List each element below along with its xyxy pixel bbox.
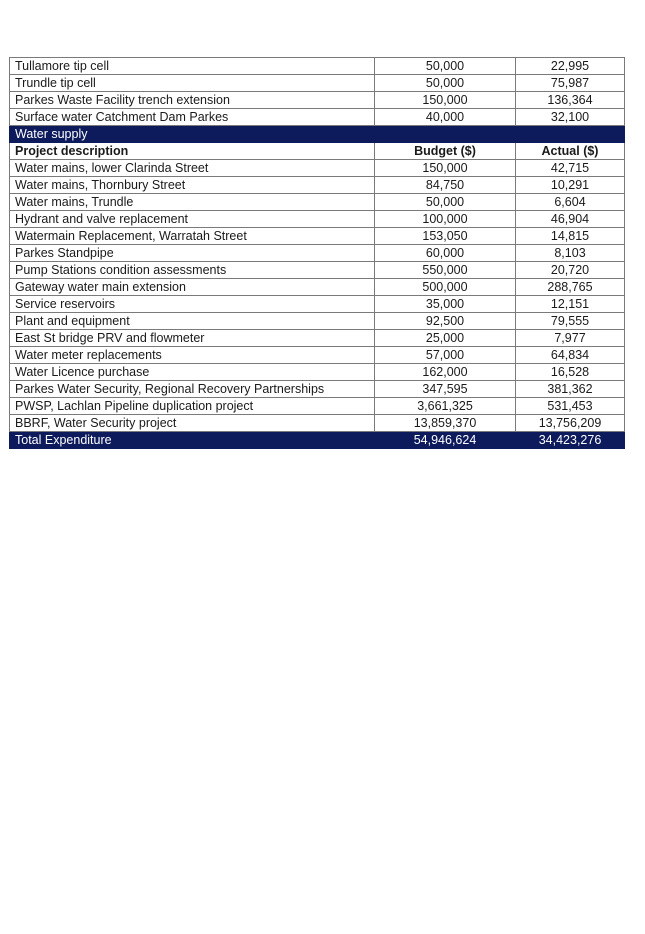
budget-value: 162,000 bbox=[375, 364, 516, 381]
budget-value: 57,000 bbox=[375, 347, 516, 364]
budget-value: 50,000 bbox=[375, 194, 516, 211]
budget-value: 3,661,325 bbox=[375, 398, 516, 415]
actual-value: 42,715 bbox=[516, 160, 625, 177]
column-header-description: Project description bbox=[10, 143, 375, 160]
column-header-actual: Actual ($) bbox=[516, 143, 625, 160]
column-header-row bbox=[10, 143, 625, 160]
actual-value: 10,291 bbox=[516, 177, 625, 194]
project-description: Gateway water main extension bbox=[10, 279, 375, 296]
budget-value: 25,000 bbox=[375, 330, 516, 347]
budget-value: 100,000 bbox=[375, 211, 516, 228]
project-description: Trundle tip cell bbox=[10, 75, 375, 92]
table-row bbox=[10, 364, 625, 381]
project-description: Water Licence purchase bbox=[10, 364, 375, 381]
budget-value: 60,000 bbox=[375, 245, 516, 262]
table-row bbox=[10, 296, 625, 313]
table-row bbox=[10, 75, 625, 92]
table-row bbox=[10, 415, 625, 432]
budget-value: 92,500 bbox=[375, 313, 516, 330]
actual-value: 79,555 bbox=[516, 313, 625, 330]
project-description: Service reservoirs bbox=[10, 296, 375, 313]
actual-value: 64,834 bbox=[516, 347, 625, 364]
table-row bbox=[10, 58, 625, 75]
actual-value: 381,362 bbox=[516, 381, 625, 398]
section-title: Water supply bbox=[10, 126, 625, 143]
project-description: Parkes Standpipe bbox=[10, 245, 375, 262]
project-description: Surface water Catchment Dam Parkes bbox=[10, 109, 375, 126]
total-budget: 54,946,624 bbox=[375, 432, 516, 449]
budget-value: 500,000 bbox=[375, 279, 516, 296]
actual-value: 136,364 bbox=[516, 92, 625, 109]
table-row bbox=[10, 109, 625, 126]
actual-value: 6,604 bbox=[516, 194, 625, 211]
project-description: Water mains, Trundle bbox=[10, 194, 375, 211]
project-description: Water mains, Thornbury Street bbox=[10, 177, 375, 194]
expenditure-table-body bbox=[10, 58, 625, 449]
actual-value: 20,720 bbox=[516, 262, 625, 279]
project-description: Water mains, lower Clarinda Street bbox=[10, 160, 375, 177]
table-row bbox=[10, 347, 625, 364]
table-row bbox=[10, 245, 625, 262]
actual-value: 531,453 bbox=[516, 398, 625, 415]
table-row bbox=[10, 330, 625, 347]
budget-value: 35,000 bbox=[375, 296, 516, 313]
total-actual: 34,423,276 bbox=[516, 432, 625, 449]
actual-value: 288,765 bbox=[516, 279, 625, 296]
project-description: Tullamore tip cell bbox=[10, 58, 375, 75]
project-description: Watermain Replacement, Warratah Street bbox=[10, 228, 375, 245]
project-description: BBRF, Water Security project bbox=[10, 415, 375, 432]
section-header-water-supply bbox=[10, 126, 625, 143]
actual-value: 16,528 bbox=[516, 364, 625, 381]
table-row bbox=[10, 211, 625, 228]
table-row bbox=[10, 92, 625, 109]
column-header-budget: Budget ($) bbox=[375, 143, 516, 160]
project-description: Plant and equipment bbox=[10, 313, 375, 330]
table-row bbox=[10, 279, 625, 296]
table-row bbox=[10, 262, 625, 279]
table-row bbox=[10, 160, 625, 177]
project-description: Pump Stations condition assessments bbox=[10, 262, 375, 279]
budget-value: 347,595 bbox=[375, 381, 516, 398]
project-description: Water meter replacements bbox=[10, 347, 375, 364]
project-description: PWSP, Lachlan Pipeline duplication project bbox=[10, 398, 375, 415]
actual-value: 8,103 bbox=[516, 245, 625, 262]
actual-value: 32,100 bbox=[516, 109, 625, 126]
budget-value: 153,050 bbox=[375, 228, 516, 245]
project-description: Hydrant and valve replacement bbox=[10, 211, 375, 228]
table-row bbox=[10, 313, 625, 330]
expenditure-table bbox=[9, 57, 625, 449]
table-row bbox=[10, 381, 625, 398]
budget-value: 13,859,370 bbox=[375, 415, 516, 432]
project-description: East St bridge PRV and flowmeter bbox=[10, 330, 375, 347]
table-row bbox=[10, 177, 625, 194]
actual-value: 14,815 bbox=[516, 228, 625, 245]
project-description: Parkes Waste Facility trench extension bbox=[10, 92, 375, 109]
actual-value: 75,987 bbox=[516, 75, 625, 92]
actual-value: 22,995 bbox=[516, 58, 625, 75]
budget-value: 150,000 bbox=[375, 92, 516, 109]
table-row bbox=[10, 194, 625, 211]
budget-value: 84,750 bbox=[375, 177, 516, 194]
budget-value: 550,000 bbox=[375, 262, 516, 279]
budget-value: 50,000 bbox=[375, 58, 516, 75]
actual-value: 12,151 bbox=[516, 296, 625, 313]
total-label: Total Expenditure bbox=[10, 432, 375, 449]
total-expenditure-row bbox=[10, 432, 625, 449]
budget-value: 40,000 bbox=[375, 109, 516, 126]
actual-value: 13,756,209 bbox=[516, 415, 625, 432]
budget-value: 150,000 bbox=[375, 160, 516, 177]
budget-value: 50,000 bbox=[375, 75, 516, 92]
actual-value: 46,904 bbox=[516, 211, 625, 228]
table-row bbox=[10, 228, 625, 245]
project-description: Parkes Water Security, Regional Recovery Partnerships bbox=[10, 381, 375, 398]
table-row bbox=[10, 398, 625, 415]
actual-value: 7,977 bbox=[516, 330, 625, 347]
